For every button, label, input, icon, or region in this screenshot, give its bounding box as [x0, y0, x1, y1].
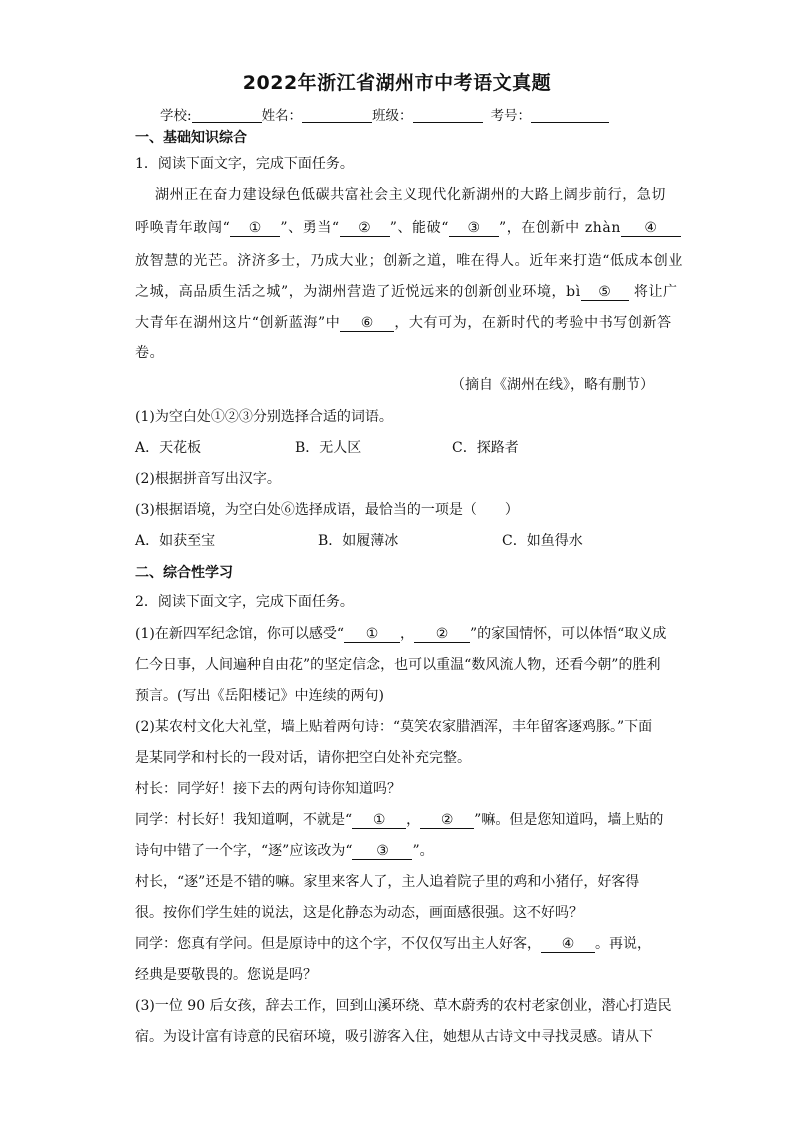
blank-4[interactable]: ④: [621, 220, 681, 237]
option-a[interactable]: A．天花板: [135, 440, 202, 456]
q2-line: 仁今日事，人间遍种自由花”的坚定信念，也可以重温“数风流人物，还看今朝”的胜利: [135, 657, 661, 673]
option-c[interactable]: C．如鱼得水: [502, 533, 583, 549]
q2-line: 预言。(写出《岳阳楼记》中连续的两句): [135, 688, 384, 704]
option-c[interactable]: C．探路者: [452, 440, 519, 456]
student-info-row: [160, 104, 609, 124]
passage-line: 大青年在湖州这片“创新蓝海”中 ⑥ ，大有可为，在新时代的考验中书写创新答: [135, 315, 672, 331]
page-title: 2022年浙江省湖州市中考语文真题: [242, 72, 552, 94]
blank-1[interactable]: ①: [352, 812, 406, 829]
passage-line: 呼唤青年敢闯“ ① ”、勇当“ ② ”、能破“ ③ ”，在创新中 zhàn ④: [135, 217, 681, 237]
blank-6[interactable]: ⑥: [340, 315, 394, 332]
dialogue-line: 村长，“逐”还是不错的嘛。家里来客人了，主人追着院子里的鸡和小猪仔，好客得: [135, 874, 640, 890]
dialogue-line: 很。按你们学生娃的说法，这是化静态为动态，画面感很强。这不好吗？: [135, 905, 583, 921]
dialogue-line: 经典是要敬畏的。您说是吗？: [135, 967, 317, 983]
name-label: 姓名：: [261, 108, 303, 124]
blank-3[interactable]: ③: [449, 220, 499, 237]
blank-5[interactable]: ⑤: [581, 284, 629, 301]
q2-stem: 2．阅读下面文字，完成下面任务。: [135, 594, 354, 610]
option-b[interactable]: B．如履薄冰: [318, 533, 399, 549]
q2-line: 宿。为设计富有诗意的民宿环境，吸引游客入住，她想从古诗文中寻找灵感。请从下: [135, 1029, 653, 1045]
q1-sub1: (1)为空白处①②③分别选择合适的词语。: [135, 409, 393, 425]
school-label: 学校:: [160, 108, 192, 124]
option-b[interactable]: B．无人区: [295, 440, 362, 456]
q2-line: 是某同学和村长的一段对话，请你把空白处补充完整。: [135, 750, 471, 766]
school-blank[interactable]: [192, 108, 262, 123]
passage-line: 湖州正在奋力建设绿色低碳共富社会主义现代化新湖州的大路上阔步前行，急切: [155, 187, 666, 203]
exam-no-label: 考号：: [490, 108, 532, 124]
class-label: 班级：: [372, 108, 413, 124]
blank-2[interactable]: ②: [420, 812, 474, 829]
dialogue-line: 诗句中错了一个字，“逐”应该改为“ ③ ”。: [135, 843, 434, 859]
option-a[interactable]: A．如获至宝: [135, 533, 216, 549]
passage-line: 之城，高品质生活之城”，为湖州营造了近悦远来的创新创业环境，bì ⑤ 将让广: [135, 284, 678, 300]
class-blank[interactable]: [413, 108, 483, 123]
q1-sub3: (3)根据语境，为空白处⑥选择成语，最恰当的一项是（ ）: [135, 502, 519, 518]
blank-4[interactable]: ④: [541, 936, 595, 953]
passage-line: 放智慧的光芒。济济多士，乃成大业；创新之道，唯在得人。近年来打造“低成本创业: [135, 253, 683, 269]
q1-stem: 1．阅读下面文字，完成下面任务。: [135, 156, 354, 172]
section-heading-comprehensive: 二、综合性学习: [135, 565, 233, 581]
q1-sub2: (2)根据拼音写出汉字。: [135, 471, 281, 487]
blank-2[interactable]: ②: [414, 626, 470, 643]
blank-1[interactable]: ①: [230, 220, 280, 237]
blank-2[interactable]: ②: [340, 220, 390, 237]
q2-line: (2)某农村文化大礼堂，墙上贴着两句诗：“莫笑农家腊酒浑，丰年留客逐鸡豚。”下面: [135, 719, 653, 735]
dialogue-line: 同学：您真有学问。但是原诗中的这个字，不仅仅写出主人好客， ④ 。再说，: [135, 936, 651, 952]
exam-no-blank[interactable]: [531, 108, 609, 123]
section-heading-basic: 一、基础知识综合: [135, 130, 247, 146]
dialogue-line: 同学：村长好！我知道啊，不就是“ ① ， ② ”嘛。但是您知道吗，墙上贴的: [135, 812, 664, 828]
q2-line: (3)一位 90 后女孩，辞去工作，回到山溪环绕、草木蔚秀的农村老家创业，潜心打造民: [135, 998, 672, 1014]
source-note: （摘自《湖州在线》，略有删节）: [451, 377, 654, 393]
q2-line: (1)在新四军纪念馆，你可以感受“ ① ， ② ”的家国情怀，可以体悟“取义成: [135, 626, 667, 642]
dialogue-line: 村长：同学好！接下去的两句诗你知道吗？: [135, 781, 401, 797]
name-blank[interactable]: [302, 108, 372, 123]
passage-line: 卷。: [135, 345, 165, 361]
blank-1[interactable]: ①: [344, 626, 400, 643]
blank-3[interactable]: ③: [352, 843, 412, 860]
